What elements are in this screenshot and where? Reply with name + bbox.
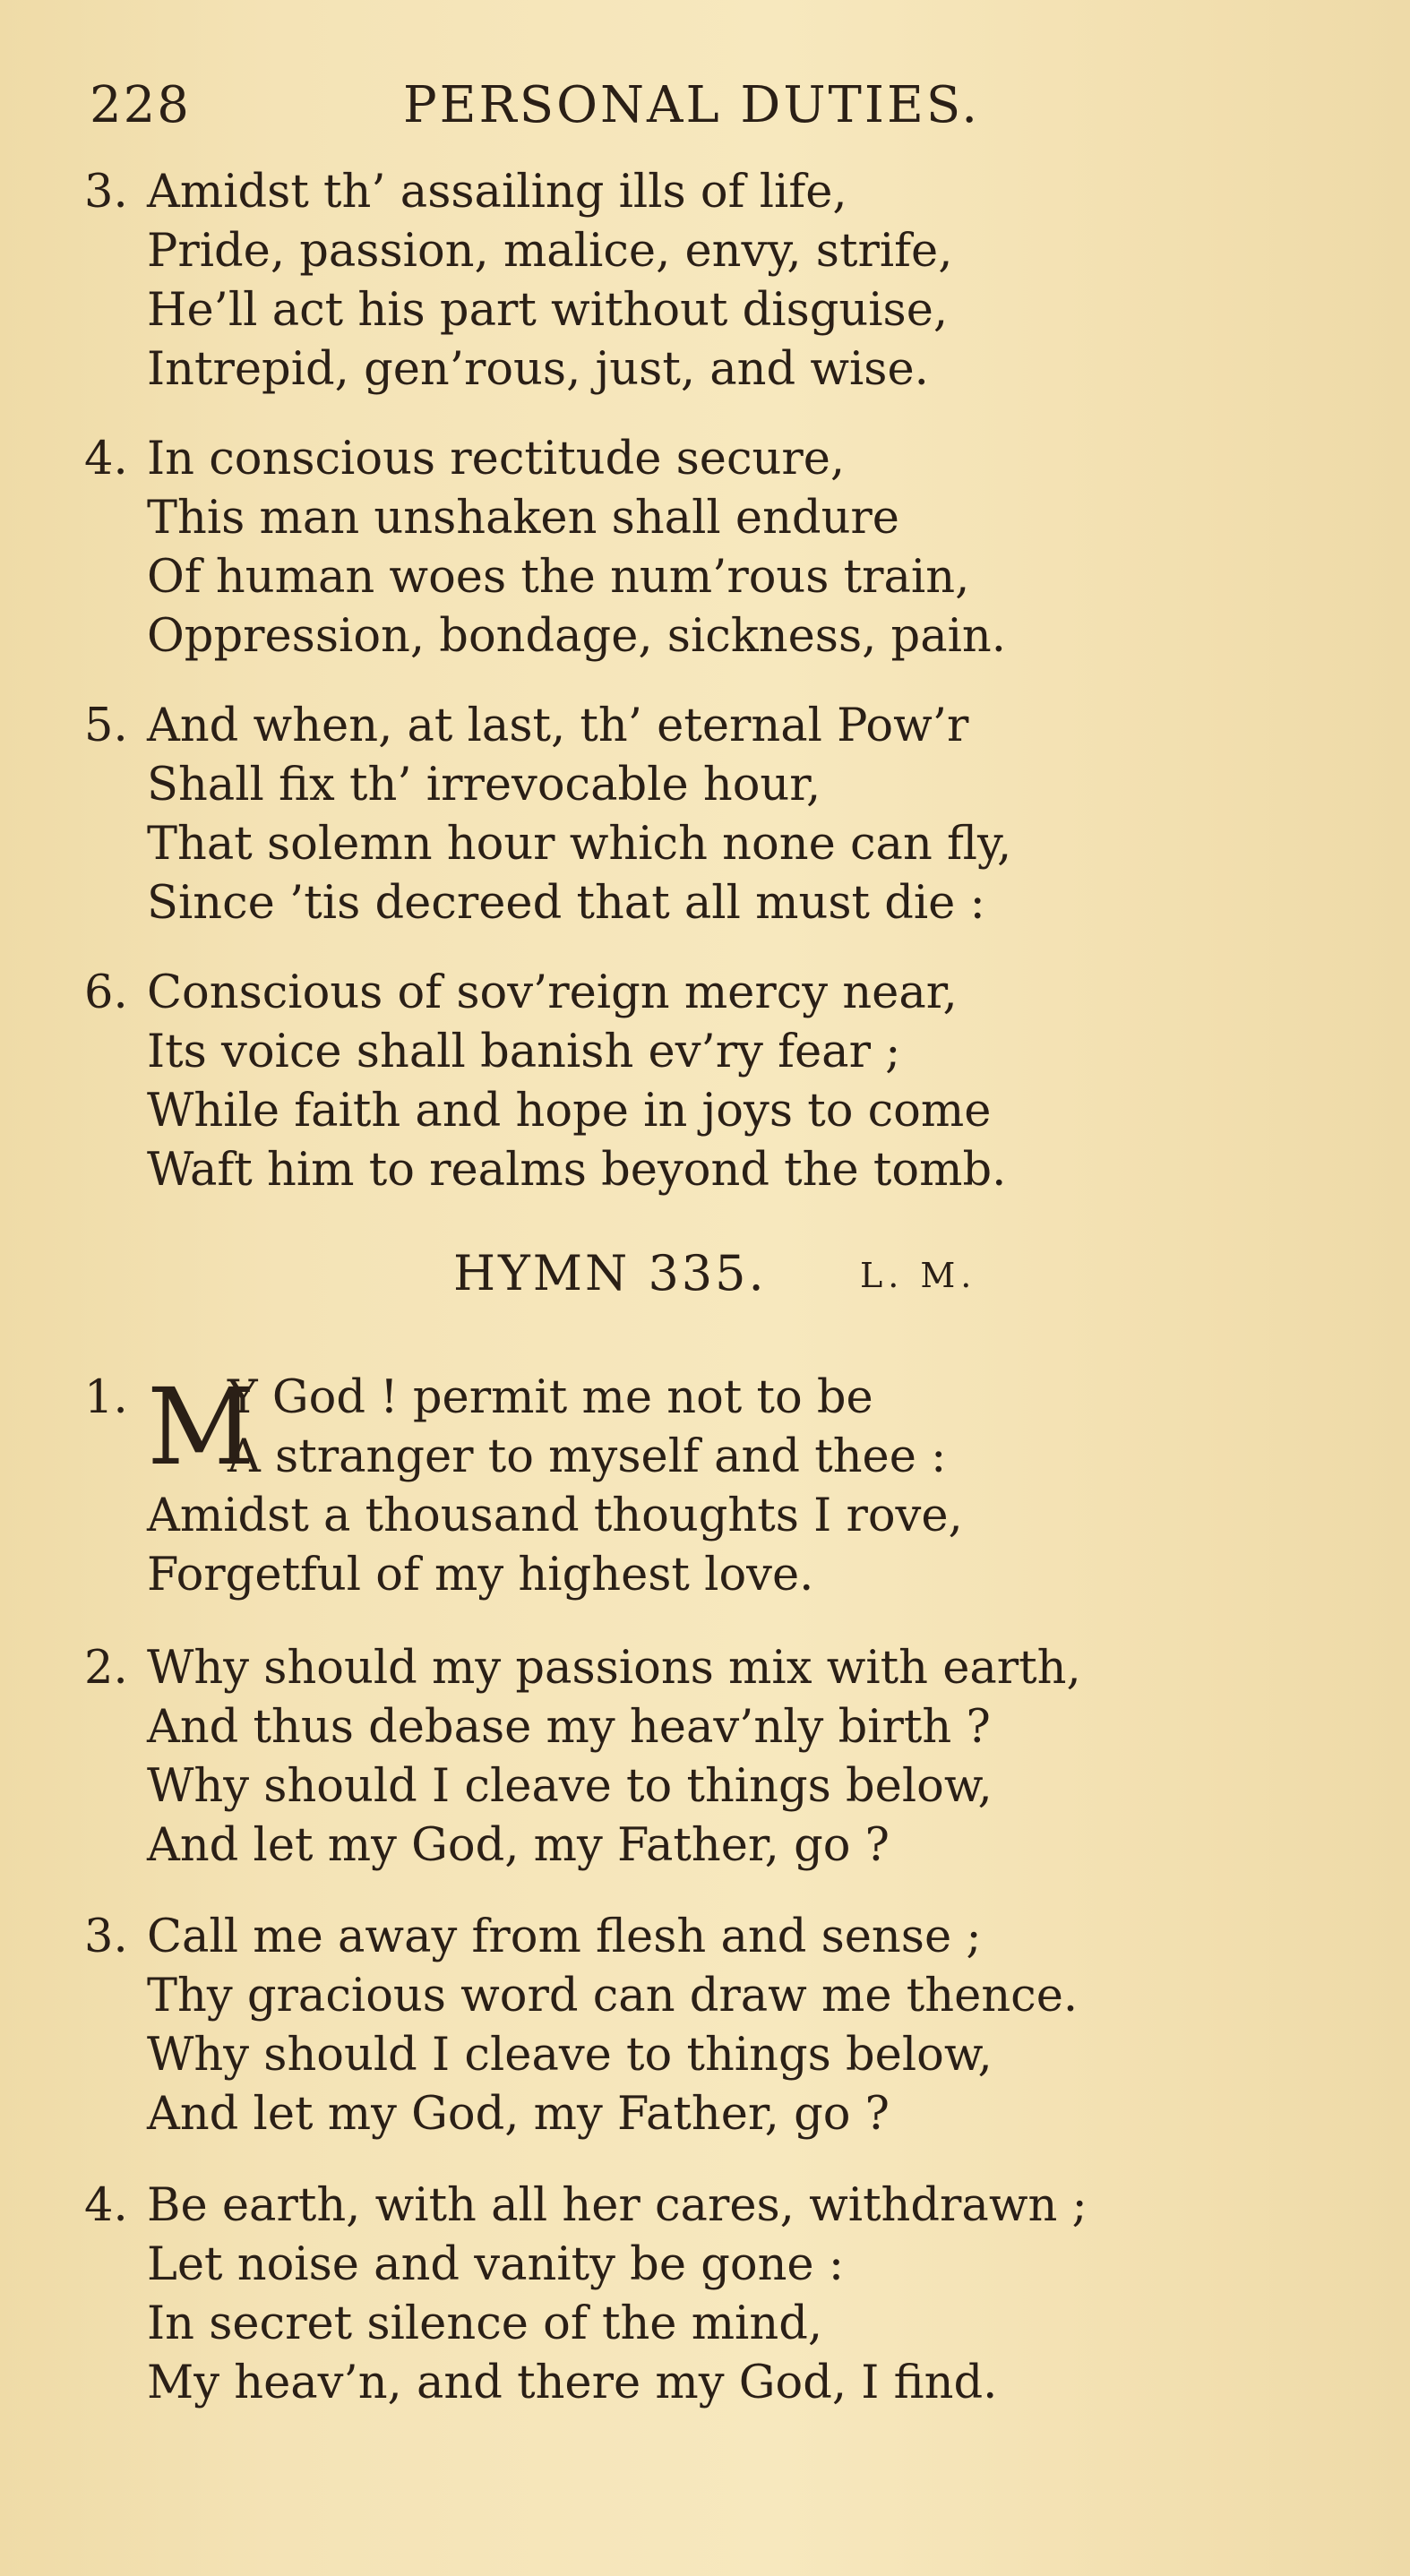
stanza-line	[84, 1487, 1249, 1546]
page-number: 228	[90, 76, 191, 134]
stanza-line	[84, 607, 1249, 666]
verse-line: Let noise and vanity be gone :	[147, 2238, 844, 2291]
stanza-line	[84, 815, 1249, 874]
stanza-line	[84, 1757, 1249, 1816]
running-head: PERSONAL DUTIES.	[403, 76, 981, 134]
verse-line: He’ll act his part without disguise,	[147, 284, 949, 337]
stanza-line	[84, 1967, 1249, 2026]
verse-line: Conscious of sov’reign mercy near,	[147, 966, 958, 1019]
stanza-line	[84, 430, 1249, 489]
stanza-prev-6	[84, 964, 1249, 1200]
verse-line: Call me away from flesh and sense ;	[147, 1911, 982, 1963]
stanza-line	[84, 697, 1249, 756]
stanza-line	[84, 340, 1249, 399]
stanza-line	[84, 1639, 1249, 1698]
verse-line: Why should I cleave to things below,	[147, 2029, 993, 2082]
verse-line: And let my God, my Father, go ?	[147, 1819, 890, 1872]
stanza-line	[84, 1428, 1249, 1487]
stanza-prev-4	[84, 430, 1249, 666]
verse-line: Why should my passions mix with earth,	[147, 1642, 1081, 1695]
verse-line: That solemn hour which none can fly,	[147, 818, 1012, 871]
stanza-line	[84, 281, 1249, 340]
verse-line: This man unshaken shall endure	[147, 492, 899, 545]
drop-cap: M	[147, 1365, 255, 1489]
stanza-line	[84, 2085, 1249, 2144]
stanza-number: 1.	[84, 1371, 128, 1424]
stanza-hymn-2	[84, 1639, 1249, 1876]
verse-line: Since ’tis decreed that all must die :	[147, 877, 985, 930]
verse-line: Its voice shall banish ev’ry fear ;	[147, 1026, 901, 1078]
stanza-line	[84, 1698, 1249, 1757]
stanza-hymn-1	[84, 1365, 1249, 1605]
stanza-line	[84, 1816, 1249, 1876]
stanza-line	[84, 2026, 1249, 2085]
verse-line: Why should I cleave to things below,	[147, 1760, 993, 1813]
stanza-line	[84, 2295, 1249, 2354]
stanza-line	[84, 964, 1249, 1023]
stanza-line	[84, 163, 1249, 222]
stanza-number: 2.	[84, 1642, 128, 1695]
page-header	[90, 76, 1057, 139]
verse-line: A stranger to myself and thee :	[228, 1430, 947, 1483]
verse-line: Shall fix th’ irrevocable hour,	[147, 759, 821, 811]
hymn-title: HYMN 335.	[453, 1245, 767, 1301]
verse-line: Amidst th’ assailing ills of life,	[147, 166, 847, 219]
stanza-line	[84, 874, 1249, 933]
verse-line: Intrepid, gen’rous, just, and wise.	[147, 343, 929, 396]
verse-line: While faith and hope in joys to come	[147, 1085, 992, 1138]
verse-line: Thy gracious word can draw me thence.	[147, 1970, 1079, 2022]
stanza-line	[84, 1141, 1249, 1200]
stanza-line	[84, 1023, 1249, 1082]
hymn-meter: L. M.	[860, 1256, 977, 1295]
stanza-line	[84, 489, 1249, 548]
verse-line: And thus debase my heav’nly birth ?	[147, 1701, 991, 1754]
verse-line: Y God ! permit me not to be	[228, 1371, 873, 1424]
stanza-line	[84, 2236, 1249, 2295]
hymn-heading	[0, 1245, 1410, 1317]
verse-line: In conscious rectitude secure,	[147, 433, 846, 485]
stanza-number: 6.	[84, 966, 128, 1019]
stanza-prev-5	[84, 697, 1249, 933]
verse-line: Be earth, with all her cares, withdrawn ;	[147, 2179, 1088, 2232]
stanza-line	[84, 548, 1249, 607]
verse-line: Oppression, bondage, sickness, pain.	[147, 610, 1006, 663]
stanza-line	[84, 2177, 1249, 2236]
stanza-line	[84, 1546, 1249, 1605]
stanza-number: 3.	[84, 166, 128, 219]
verse-line: My heav’n, and there my God, I find.	[147, 2357, 998, 2409]
stanza-hymn-4	[84, 2177, 1249, 2413]
verse-line: In secret silence of the mind,	[147, 2297, 823, 2350]
stanza-prev-3	[84, 163, 1249, 399]
stanza-line	[84, 222, 1249, 281]
verse-line: Amidst a thousand thoughts I rove,	[147, 1490, 963, 1542]
verse-line: Forgetful of my highest love.	[147, 1549, 814, 1601]
stanza-line	[84, 1908, 1249, 1967]
stanza-line	[84, 1082, 1249, 1141]
verse-line: Of human woes the num’rous train,	[147, 551, 970, 604]
verse-line: And when, at last, th’ eternal Pow’r	[147, 700, 969, 752]
verse-line: Pride, passion, malice, envy, strife,	[147, 225, 953, 278]
verse-line: And let my God, my Father, go ?	[147, 2088, 890, 2141]
stanza-hymn-3	[84, 1908, 1249, 2144]
stanza-number: 5.	[84, 700, 128, 752]
stanza-number: 4.	[84, 2179, 128, 2232]
stanza-line	[84, 756, 1249, 815]
stanza-line	[84, 2354, 1249, 2413]
stanza-number: 3.	[84, 1911, 128, 1963]
verse-line: Waft him to realms beyond the tomb.	[147, 1144, 1007, 1197]
stanza-number: 4.	[84, 433, 128, 485]
